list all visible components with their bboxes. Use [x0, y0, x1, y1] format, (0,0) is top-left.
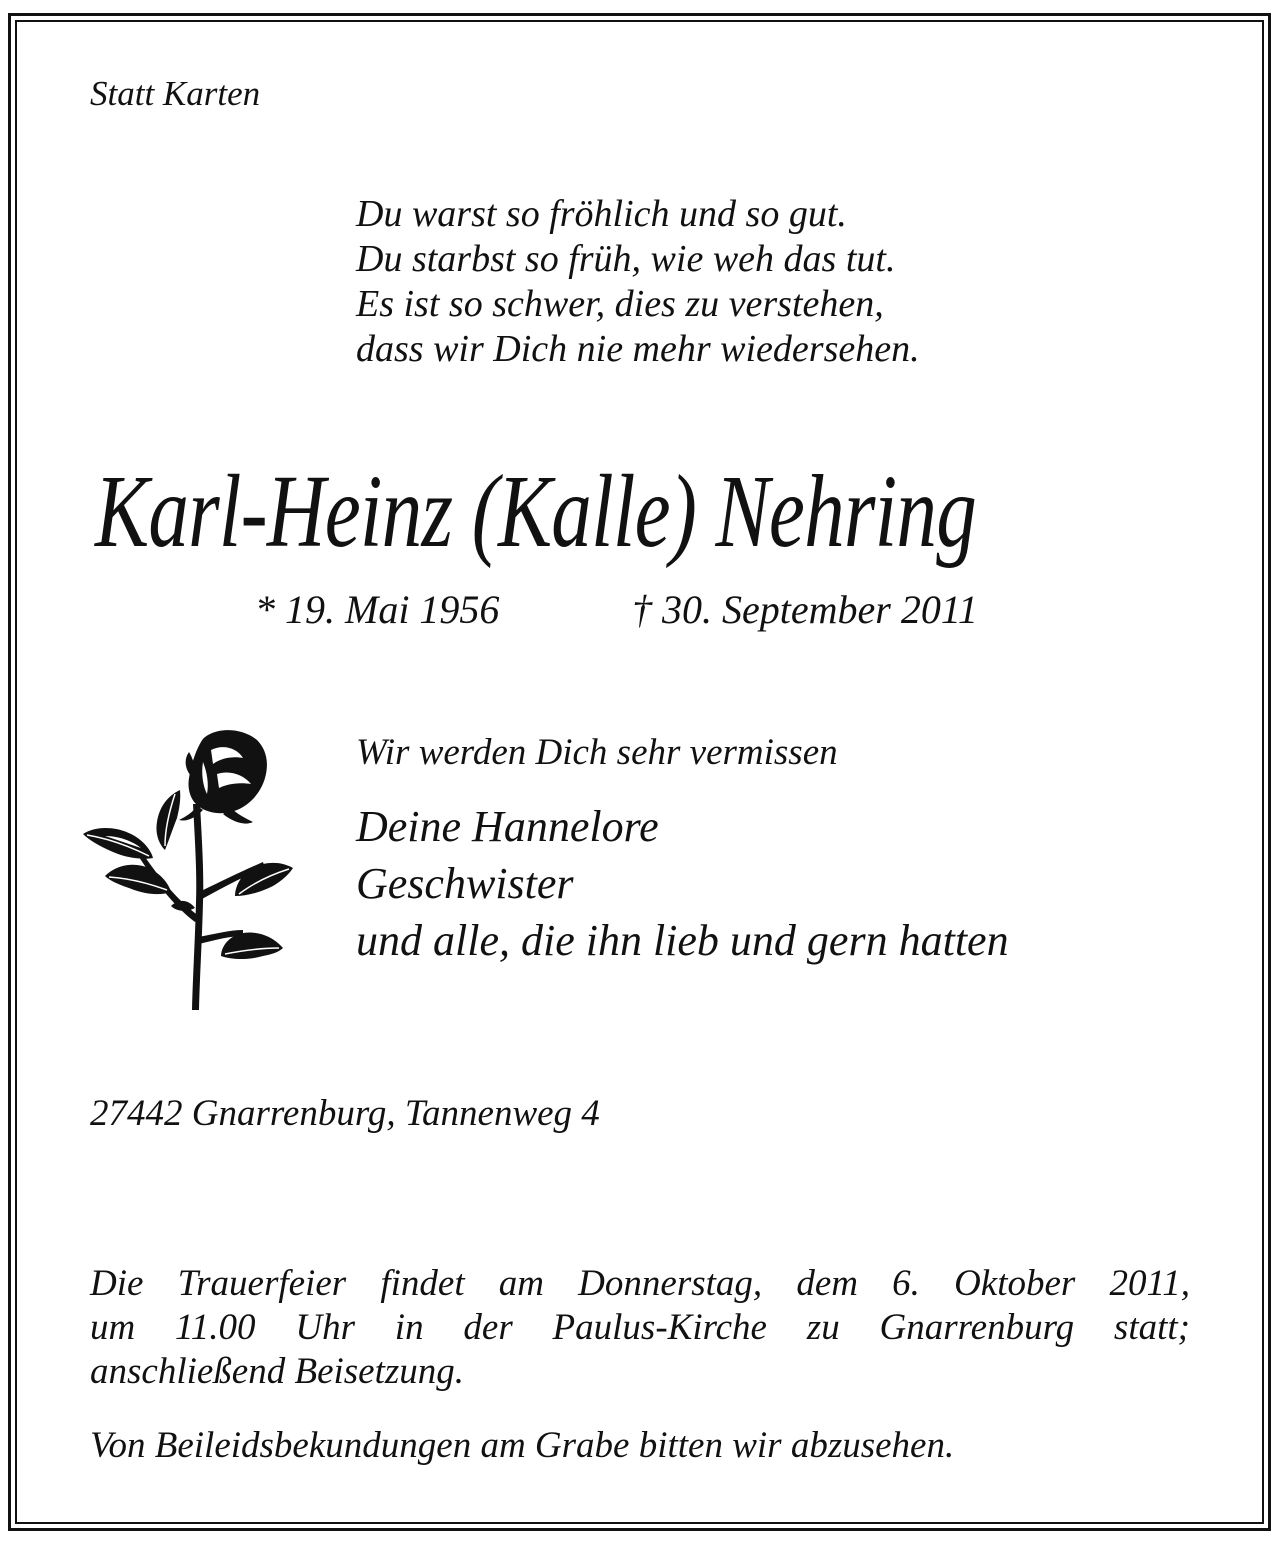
- mourner-line: Geschwister: [356, 859, 574, 908]
- miss-you-text: Wir werden Dich sehr vermissen: [356, 732, 838, 773]
- mourner-line: und alle, die ihn lieb und gern hatten: [356, 916, 1009, 965]
- poem-line: Du warst so fröhlich und so gut.: [356, 193, 847, 235]
- poem-line: Es ist so schwer, dies zu verstehen,: [356, 283, 884, 325]
- death-date: † 30. September 2011: [632, 587, 978, 632]
- mourner-line: Deine Hannelore: [356, 802, 659, 851]
- deceased-name: Karl-Heinz (Kalle) Nehring: [95, 454, 976, 569]
- birth-date: * 19. Mai 1956: [255, 587, 500, 632]
- service-notice: [90, 1262, 1190, 1394]
- poem-line: dass wir Dich nie mehr wiedersehen.: [356, 328, 920, 370]
- poem-line: Du starbst so früh, wie weh das tut.: [356, 238, 896, 280]
- service-line: anschließend Beisetzung.: [90, 1351, 465, 1392]
- service-line: Die Trauerfeier findet am Donnerstag, dem 6. Oktober 2011,: [90, 1263, 1190, 1304]
- mourners-list: [356, 798, 1009, 969]
- poem: [356, 192, 920, 372]
- statt-karten-label: Statt Karten: [90, 74, 261, 113]
- service-line: um 11.00 Uhr in der Paulus-Kirche zu Gnarrenburg statt;: [90, 1307, 1190, 1348]
- rose-icon: [75, 722, 300, 1014]
- address: 27442 Gnarrenburg, Tannenweg 4: [90, 1093, 600, 1134]
- condolence-note: Von Beileidsbekundungen am Grabe bitten wir abzusehen.: [90, 1425, 955, 1466]
